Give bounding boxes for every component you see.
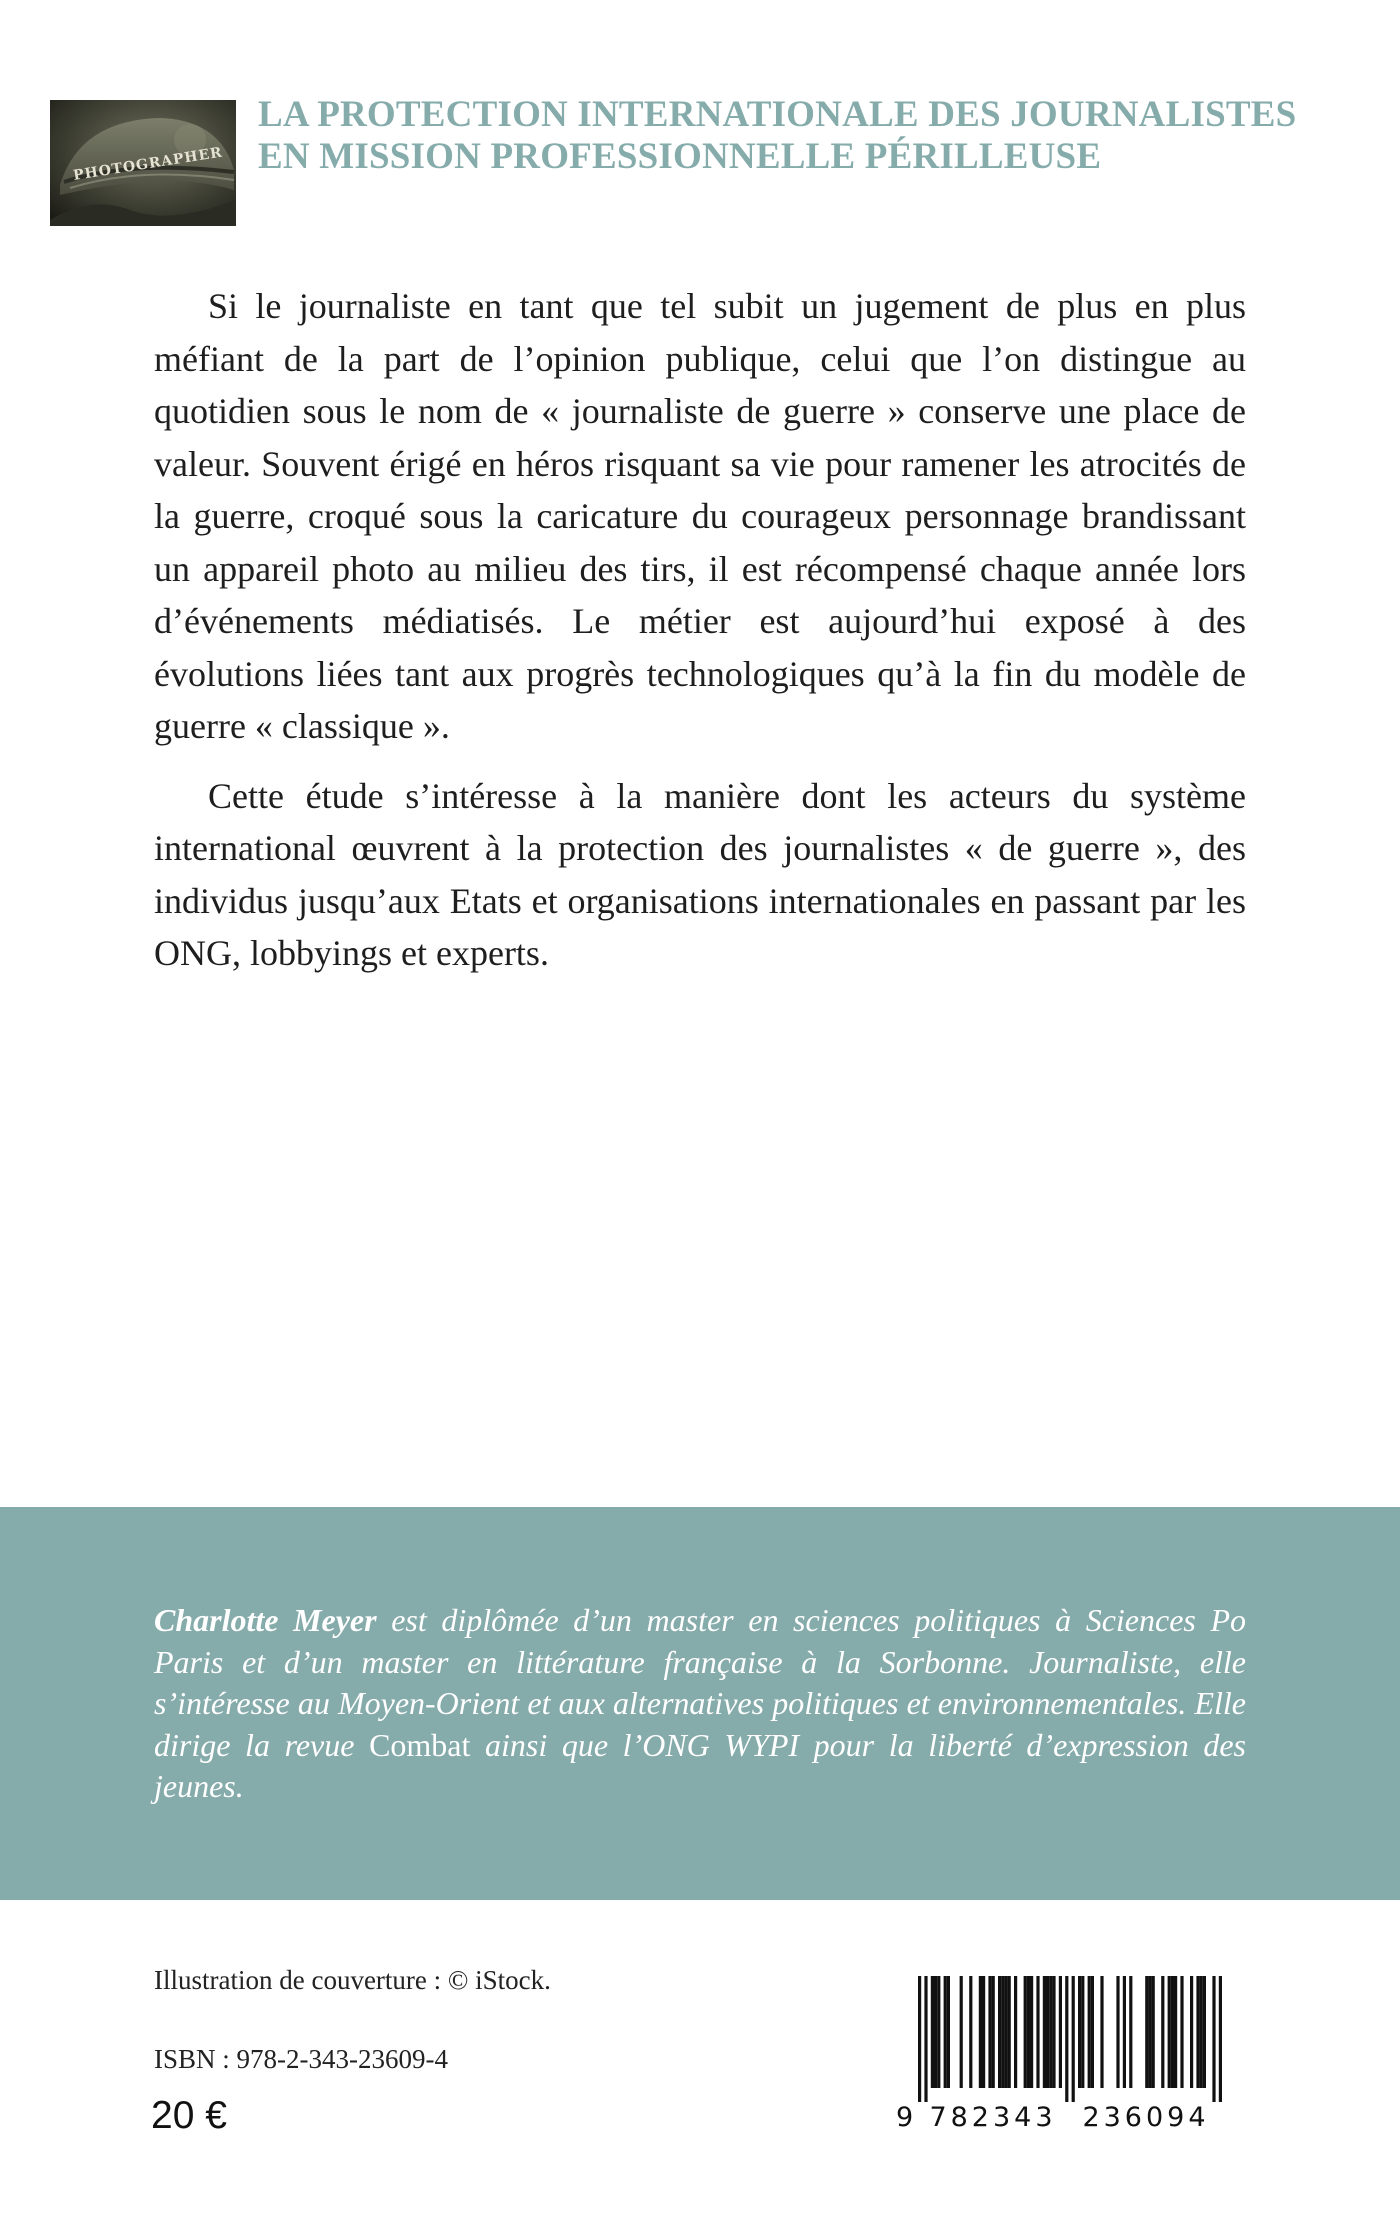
barcode-bar: [1148, 1976, 1151, 2088]
author-bio: [154, 1600, 1246, 1808]
barcode-bar: [1043, 1976, 1046, 2088]
barcode-digits-left: 782343: [929, 2102, 1057, 2132]
barcode-bar: [1145, 1976, 1148, 2088]
barcode-bar: [1014, 1976, 1017, 2088]
barcode-bar: [1030, 1976, 1033, 2088]
barcode-bar: [1129, 1976, 1132, 2088]
barcode-bar: [969, 1976, 972, 2088]
barcode-bar: [937, 1976, 940, 2088]
barcode-digit-first: 9: [896, 2102, 914, 2132]
barcode: [888, 1972, 1248, 2132]
barcode-bar: [1088, 1976, 1091, 2088]
bio-text-part-2: ainsi que l’ONG WYPI pour la liberté d’expression des jeunes.: [154, 1726, 1247, 1804]
barcode-graphic: [888, 1972, 1248, 2132]
barcode-bar: [1171, 1976, 1174, 2088]
barcode-bar: [931, 1976, 934, 2088]
barcode-bar: [1046, 1976, 1049, 2088]
barcode-bar: [1180, 1976, 1183, 2088]
barcode-bar: [960, 1976, 963, 2088]
barcode-bar: [1078, 1976, 1081, 2088]
barcode-bar: [1203, 1976, 1206, 2088]
helmet-label: PHOTOGRAPHER: [72, 144, 224, 184]
barcode-bar: [1059, 1976, 1062, 2088]
barcode-bar: [1024, 1976, 1027, 2088]
barcode-bar: [1174, 1976, 1177, 2088]
bio-text-part-1: est diplômée d’un master en sciences politiques à Sciences Po Paris et d’un master en littérature française à la Sorbonne. Journaliste, elle s’intéresse au Moyen-Orient et aux alternatives politiques et environnementales. Elle dirige la revue: [154, 1602, 1247, 1763]
illustration-credit: Illustration de couverture : © iStock.: [154, 1965, 551, 1995]
barcode-bar: [924, 1976, 927, 2102]
isbn: ISBN : 978-2-343-23609-4: [154, 2044, 448, 2074]
barcode-bar: [1049, 1976, 1052, 2088]
barcode-bar: [982, 1976, 985, 2088]
author-name: Charlotte Meyer: [154, 1602, 377, 1638]
barcode-bar: [988, 1976, 991, 2088]
barcode-bar: [1091, 1976, 1094, 2088]
barcode-bar: [1081, 1976, 1084, 2088]
barcode-bar: [979, 1976, 982, 2088]
barcode-bar: [1152, 1976, 1155, 2088]
barcode-bar: [1212, 1976, 1215, 2102]
back-cover-title: [258, 94, 1358, 178]
helmet-photo-icon: [50, 100, 236, 226]
barcode-bar: [1190, 1976, 1193, 2088]
barcode-bar: [1219, 1976, 1222, 2102]
summary-text: [154, 280, 1246, 980]
barcode-bar: [1123, 1976, 1126, 2088]
barcode-bar: [1036, 1976, 1039, 2088]
barcode-bar: [1027, 1976, 1030, 2088]
barcode-digits-right: 236094: [1082, 2102, 1210, 2132]
summary-paragraph-1: Si le journaliste en tant que tel subit un jugement de plus en plus méfiant de la part de l’opinion publique, celui que l’on distingue au quotidien sous le nom de « journaliste de guerre » conserve une place de valeur. Souvent érigé en héros risquant sa vie pour ramener les atrocités de la guerre, croqué sous la caricature du courageux personnage brandissant un appareil photo au milieu des tirs, il est récompensé chaque année lors d’événements médiatisés. Le métier est aujourd’hui exposé à des évolutions liées tant aux progrès technologiques qu’à la fin du modèle de guerre « classique ».: [154, 286, 1246, 746]
barcode-bar: [1052, 1976, 1055, 2088]
barcode-bar: [1100, 1976, 1103, 2088]
title-line-1: LA PROTECTION INTERNATIONALE DES JOURNALISTES: [258, 94, 1297, 135]
price: 20 €: [151, 2094, 227, 2137]
barcode-bar: [1004, 1976, 1007, 2088]
summary-paragraph-2: Cette étude s’intéresse à la manière dont les acteurs du système international œuvrent à la protection des journalistes « de guerre », des individus jusqu’aux Etats et organisations internationales en passant par les ONG, lobbyings et experts.: [154, 775, 1246, 973]
barcode-bar: [1168, 1976, 1171, 2088]
cover-thumbnail-helmet: [50, 100, 236, 226]
barcode-bar: [998, 1976, 1001, 2088]
barcode-bar: [947, 1976, 950, 2088]
barcode-bar: [1065, 1976, 1068, 2102]
barcode-bar: [1200, 1976, 1203, 2088]
barcode-bar: [934, 1976, 937, 2088]
barcode-bar: [944, 1976, 947, 2088]
barcode-bar: [1008, 1976, 1011, 2088]
barcode-bar: [1116, 1976, 1119, 2088]
barcode-bar: [1161, 1976, 1164, 2088]
title-line-2: EN MISSION PROFESSIONNELLE PÉRILLEUSE: [258, 136, 1102, 177]
barcode-bar: [992, 1976, 995, 2088]
barcode-bar: [1001, 1976, 1004, 2088]
barcode-bar: [918, 1976, 921, 2102]
barcode-bar: [1196, 1976, 1199, 2088]
barcode-bar: [1072, 1976, 1075, 2102]
revue-name: Combat: [369, 1726, 471, 1763]
